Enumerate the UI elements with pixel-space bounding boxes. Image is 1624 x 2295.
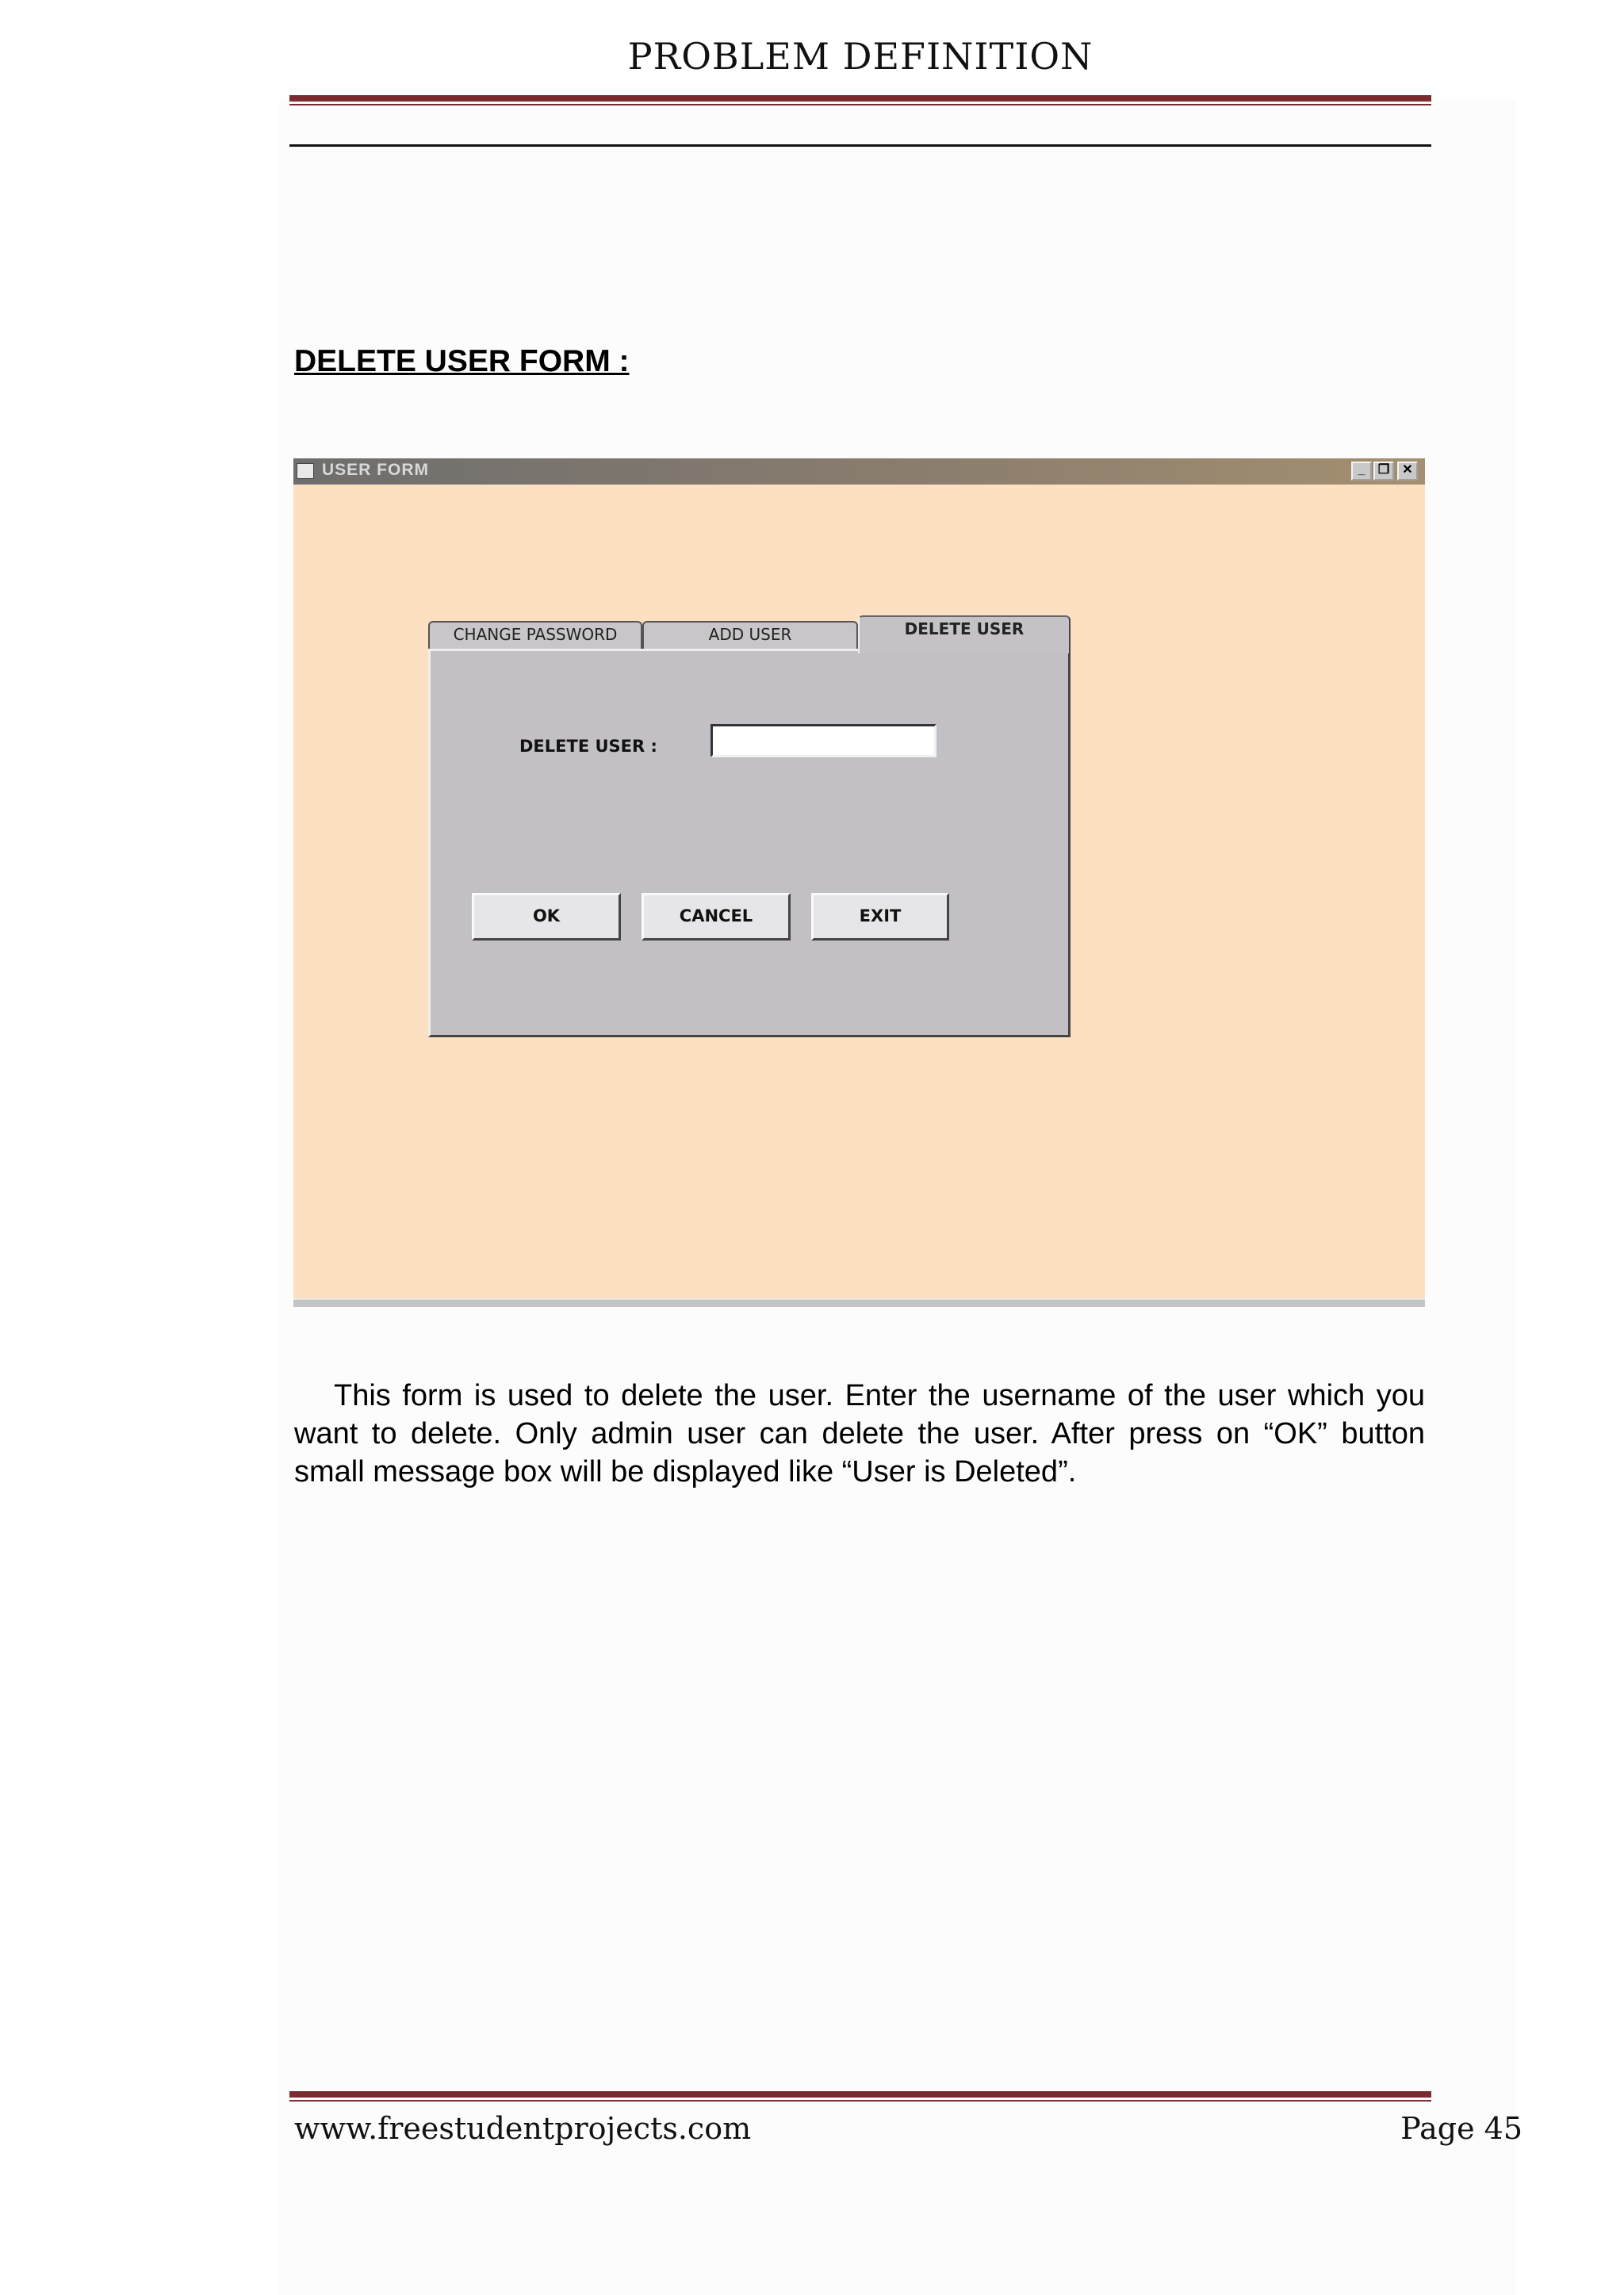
page-number: Page 45 — [1400, 2111, 1522, 2146]
tab-delete-user[interactable]: DELETE USER — [858, 615, 1071, 653]
cancel-button[interactable]: CANCEL — [642, 893, 791, 941]
window-bottom-border — [293, 1298, 1425, 1307]
section-heading: DELETE USER FORM : — [294, 344, 630, 378]
delete-user-panel — [428, 649, 1071, 1037]
window-title: USER FORM — [322, 461, 429, 479]
user-form-window — [293, 458, 1425, 1307]
header-rule-thin — [289, 104, 1431, 105]
close-icon[interactable]: ✕ — [1397, 462, 1418, 481]
exit-button[interactable]: EXIT — [811, 893, 949, 941]
footer-rule-thick — [289, 2091, 1431, 2098]
tab-add-user[interactable]: ADD USER — [642, 621, 858, 649]
app-icon — [297, 463, 314, 479]
restore-icon[interactable]: ❐ — [1373, 462, 1394, 481]
running-header: PROBLEM DEFINITION — [627, 35, 1094, 78]
header-divider — [289, 144, 1431, 147]
header-rule-thick — [289, 95, 1431, 102]
footer-website: www.freestudentprojects.com — [294, 2111, 752, 2146]
window-titlebar[interactable] — [293, 458, 1425, 485]
description-paragraph: This form is used to delete the user. Enter the username of the user which you want to delete. Only admin user can delete the user. After press on “OK” button small message box will be displayed like “User is Deleted”. — [294, 1379, 1425, 1488]
footer-rule-thin — [289, 2100, 1431, 2102]
tab-change-password[interactable]: CHANGE PASSWORD — [428, 621, 642, 649]
ok-button[interactable]: OK — [472, 893, 621, 941]
minimize-icon[interactable]: _ — [1351, 462, 1372, 481]
delete-user-label: DELETE USER : — [519, 737, 657, 756]
delete-user-input[interactable] — [710, 724, 936, 757]
